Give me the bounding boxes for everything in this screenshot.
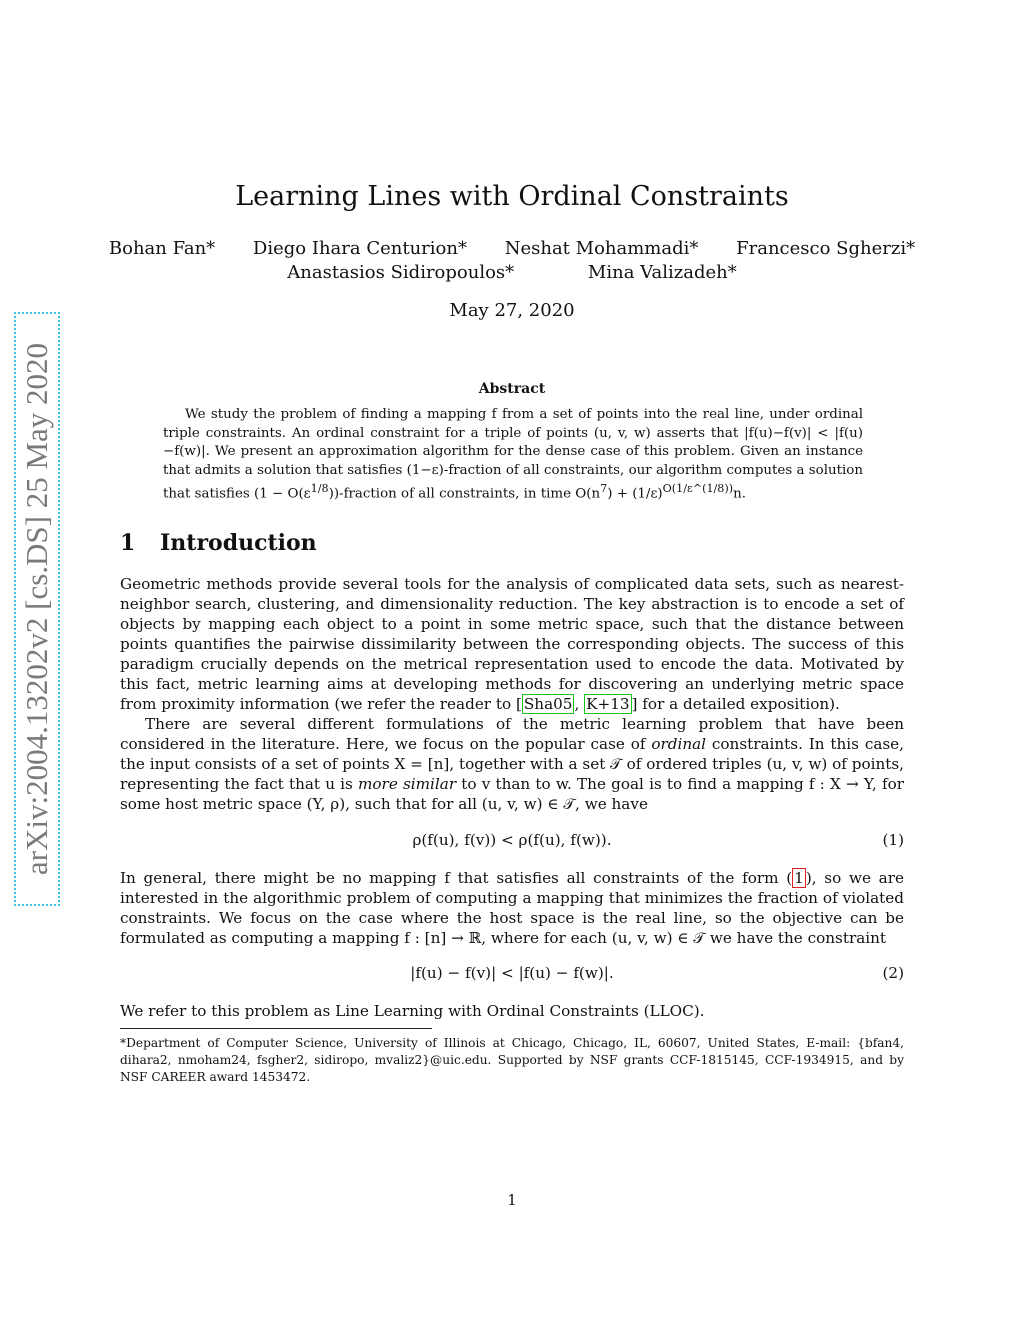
equation-2 (120, 964, 904, 984)
authors-line-1 (0, 238, 1024, 259)
authors-line-2 (0, 262, 1024, 283)
equation-number: (2) (882, 964, 904, 982)
arxiv-stamp (14, 312, 60, 906)
abstract-body (163, 406, 863, 504)
equation-expression: ρ(f(u), f(v)) < ρ(f(u), f(w)). (412, 831, 612, 849)
equation-number: (1) (882, 831, 904, 849)
page-number: 1 (507, 1191, 517, 1209)
footnote: *Department of Computer Science, University of Illinois at Chicago, Chicago, IL, 60607, United States, E-mail: {bfan4, dihara2, nmoham24, fsgher2, sidiropo, mvaliz2}@uic.edu. Supported by NSF grants CCF-1815145, CCF-1934915, and by NSF CAREER award 1453472. (120, 1036, 904, 1084)
equation-reference-link[interactable]: 1 (794, 869, 804, 887)
footnote-rule (120, 1028, 432, 1029)
citation-link[interactable]: Sha05 (523, 695, 573, 713)
section-number: 1 (120, 530, 136, 556)
equation-expression: |f(u) − f(v)| < |f(u) − f(w)|. (410, 964, 614, 982)
intro-paragraph-4: We refer to this problem as Line Learning with Ordinal Constraints (LLOC). (120, 1002, 705, 1020)
intro-paragraph-3: In general, there might be no mapping f that satisfies all constraints of the form ( 1 ), so we are interested in the algorithmic problem of computing a mapping that minimizes the fraction of violated constraints. We focus on the case where the host space is the real line, so the objective can be formulated as computing a mapping f : [n] → ℝ, where for each (u, v, w) ∈ 𝒯 we have the constraint (120, 869, 904, 947)
arxiv-stamp-text: arXiv:2004.13202v2 [cs.DS] 25 May 2020 (19, 342, 54, 876)
section-heading (120, 530, 317, 556)
paper-date: May 27, 2020 (449, 300, 575, 321)
section-title: Introduction (160, 530, 317, 556)
author: Francesco Sgherzi* (736, 238, 916, 259)
abstract-paragraph: We study the problem of finding a mapping f from a set of points into the real line, under ordinal triple constraints. An ordinal constraint for a triple of points (u, v, w) asserts that |f(u)−f(v)| < |f(u)−f(w)|. We present an approximation algorithm for the dense case of this problem. Given an instance that admits a solution that satisfies (1−ε)-fraction of all constraints, our algorithm computes a solution that satisfies $(1 - O(\varepsilon^{1/8}))$-fraction of all constraints, in time $O(n^7) + (1/\varepsilon)^{O(1/\varepsilon\^{}(1/8))}n$. (163, 407, 863, 502)
author: Bohan Fan* (108, 238, 216, 259)
author: Neshat Mohammadi* (504, 238, 699, 259)
intro-paragraph-1: Geometric methods provide several tools for the analysis of complicated data sets, such as nearest-neighbor search, clustering, and dimensionality reduction. The key abstraction is to encode a set of objects by mapping each object to a point in some metric space, such that the distance between points quantifies the pairwise dissimilarity between the corresponding objects. The success of this paradigm crucially depends on the metrical representation used to encode the data. Motivated by this fact, metric learning aims at developing methods for discovering an underlying metric space from proximity information (we refer the reader to [ Sha05 , K+13 ] for a detailed exposition). (120, 575, 904, 713)
author: Mina Valizadeh* (587, 262, 737, 283)
paper-title: Learning Lines with Ordinal Constraints (235, 181, 789, 212)
author: Anastasios Sidiropoulos* (287, 262, 515, 283)
abstract-heading: Abstract (478, 381, 546, 397)
equation-1 (120, 831, 904, 851)
intro-paragraph-2: There are several different formulations of the metric learning problem that have been considered in the literature. Here, we focus on the popular case of ordinal constraints. In this case, the input consists of a set of points X = [n], together with a set 𝒯 of ordered triples (u, v, w) of points, representing the fact that u is more similar to v than to w. The goal is to find a mapping f : X → Y, for some host metric space (Y, ρ), such that for all (u, v, w) ∈ 𝒯, we have (120, 715, 905, 813)
citation-link[interactable]: K+13 (586, 695, 630, 713)
author: Diego Ihara Centurion* (252, 238, 467, 259)
